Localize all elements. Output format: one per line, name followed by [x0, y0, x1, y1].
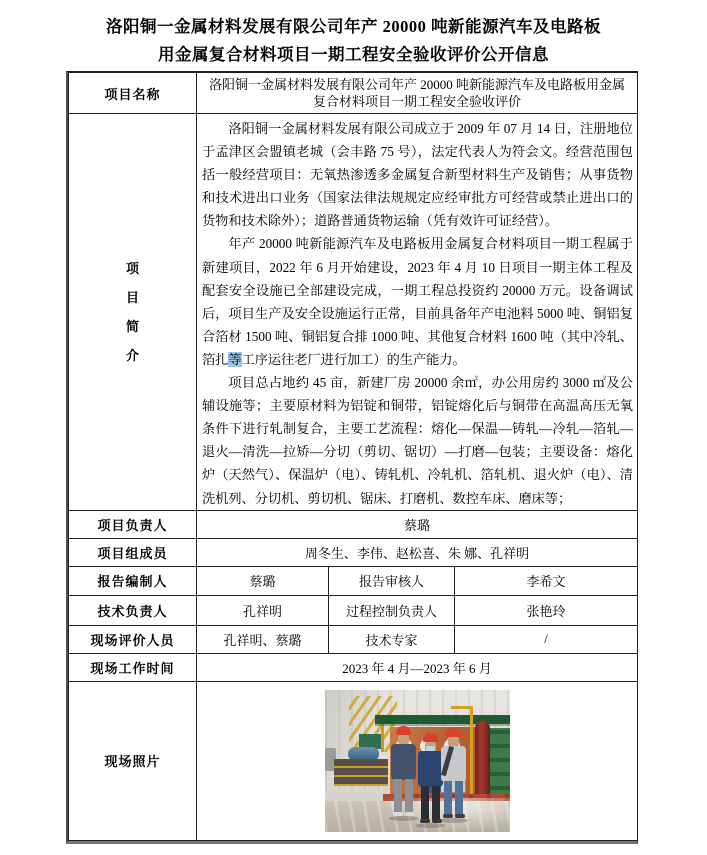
document-title — [0, 0, 707, 69]
process-controller-label: 过程控制负责人 — [329, 595, 455, 625]
project-leader-value: 蔡璐 — [197, 510, 638, 538]
info-table — [66, 71, 638, 844]
row-project-leader — [69, 510, 638, 538]
intro-paragraph-2-post: 工序运往老厂进行加工）的生产能力。 — [241, 351, 466, 367]
worker-figure-left — [389, 726, 417, 820]
worker-leg — [405, 779, 413, 813]
yellow-pipe-vertical — [470, 706, 473, 798]
row-project-intro — [69, 114, 638, 511]
site-work-time-value: 2023 年 4 月—2023 年 6 月 — [197, 653, 638, 681]
worker-face — [448, 737, 459, 746]
worker-shoe — [405, 812, 415, 816]
worker-figure-right — [439, 728, 467, 822]
project-intro-label-cell — [69, 114, 197, 511]
intro-paragraph-2 — [202, 232, 633, 371]
site-work-time-label: 现场工作时间 — [69, 653, 197, 681]
red-hard-hat — [396, 726, 411, 735]
report-author-label: 报告编制人 — [69, 566, 197, 595]
intro-paragraph-2-pre: 年产 20000 吨新能源汽车及电路板用金属复合材料项目一期工程属于新建项目，2022 年 6 月开始建设，2023 年 4 月 10 日项目一期主体工程及配套安全设施已全部建设完成，一期工程总投资约 20000 万元。设备调试后，项目生产及安全设施运行正常，目前具备年产电池料 5000 吨、铜铝复合箔材 1500 吨、铜铝复合排 1000 吨、其他复合材料 1600 吨（其中冷轧、箔扎 — [202, 236, 633, 367]
red-hard-hat — [423, 733, 438, 742]
intro-paragraph-1: 洛阳铜一金属材料发展有限公司成立于 2009 年 07 月 14 日，注册地位于孟津区会盟镇老城（会丰路 75 号），法定代表人为符会文。经营范围包括一般经营项目：无氧热渗透多金属复合新型材料生产及销售；从事货物和技术进出口业务（国家法律法规规定应经审批方可经营或禁止进出口的货物和技术除外）；道路普通货物运输（凭有效许可证经营）。 — [202, 121, 633, 229]
worker-shoe — [455, 814, 465, 818]
report-reviewer-label: 报告审核人 — [329, 566, 455, 595]
row-project-name — [69, 73, 638, 114]
row-tech-leader — [69, 595, 638, 625]
yellow-pipe-horizontal — [451, 706, 473, 709]
site-photo-label: 现场照片 — [69, 681, 197, 840]
report-author-value: 蔡璐 — [197, 566, 329, 595]
row-site-work-time — [69, 653, 638, 681]
yellow-rack — [334, 759, 388, 786]
site-photo-cell — [197, 681, 638, 840]
worker-shoe — [443, 814, 453, 818]
project-name-label: 项目名称 — [69, 73, 197, 114]
tech-expert-label: 技术专家 — [329, 625, 455, 653]
worker-shadow — [389, 816, 418, 821]
intro-paragraph-3: 项目总占地约 45 亩，新建厂房 20000 余㎡，办公用房约 3000 ㎡及公辅设施等；主要原材料为铝锭和铜带，铝锭熔化后与铜带在高温高压无氧条件下进行轧制复合，主要工艺流程：熔化—保温—铸轧—冷轧—箔轧—退火—清洗—拉矫—分切（剪切、锯切）—打磨—包装；主要设备：熔化炉（天然气）、保温炉（电）、铸轧机、冷轧机、箔轧机、退火炉（电）、清洗机列、分切机、剪切机、锯床、打磨机、数控车床、磨床等； — [202, 375, 633, 506]
row-team-members — [69, 538, 638, 566]
tech-leader-label: 技术负责人 — [69, 595, 197, 625]
green-beam — [375, 715, 510, 724]
worker-jacket — [391, 744, 416, 780]
project-intro-label: 项目简介 — [125, 260, 139, 363]
team-members-label: 项目组成员 — [69, 538, 197, 566]
process-controller-value: 张艳玲 — [455, 595, 638, 625]
worker-leg — [394, 779, 402, 813]
tech-expert-value: / — [455, 625, 638, 653]
worker-shadow — [416, 823, 445, 828]
worker-shoe — [420, 819, 430, 823]
face-mask — [426, 746, 435, 751]
row-report-author — [69, 566, 638, 595]
worker-face — [398, 735, 409, 744]
title-line-2: 用金属复合材料项目一期工程安全验收评价公开信息 — [158, 45, 549, 64]
green-equipment — [490, 728, 510, 800]
site-evaluators-label: 现场评价人员 — [69, 625, 197, 653]
worker-leg — [455, 781, 463, 815]
worker-leg — [444, 781, 452, 815]
highlighted-character: 等 — [228, 351, 242, 367]
report-reviewer-value: 李希文 — [455, 566, 638, 595]
team-members-value: 周冬生、李伟、赵松喜、朱 娜、孔祥明 — [197, 538, 638, 566]
worker-shadow — [439, 818, 468, 823]
tech-leader-value: 孔祥明 — [197, 595, 329, 625]
red-tank — [475, 721, 490, 798]
row-site-photo — [69, 681, 638, 840]
project-intro-value — [197, 114, 638, 511]
site-evaluators-value: 孔祥明、蔡璐 — [197, 625, 329, 653]
row-site-evaluators — [69, 625, 638, 653]
project-leader-label: 项目负责人 — [69, 510, 197, 538]
project-name-value: 洛阳铜一金属材料发展有限公司年产 20000 吨新能源汽车及电路板用金属复合材料项目一期工程安全验收评价 — [197, 73, 638, 114]
factory-photo — [325, 690, 510, 832]
red-hard-hat — [446, 728, 461, 737]
worker-shoe — [393, 812, 403, 816]
worker-leg — [421, 786, 429, 820]
title-line-1: 洛阳铜一金属材料发展有限公司年产 20000 吨新能源汽车及电路板 — [106, 17, 601, 36]
